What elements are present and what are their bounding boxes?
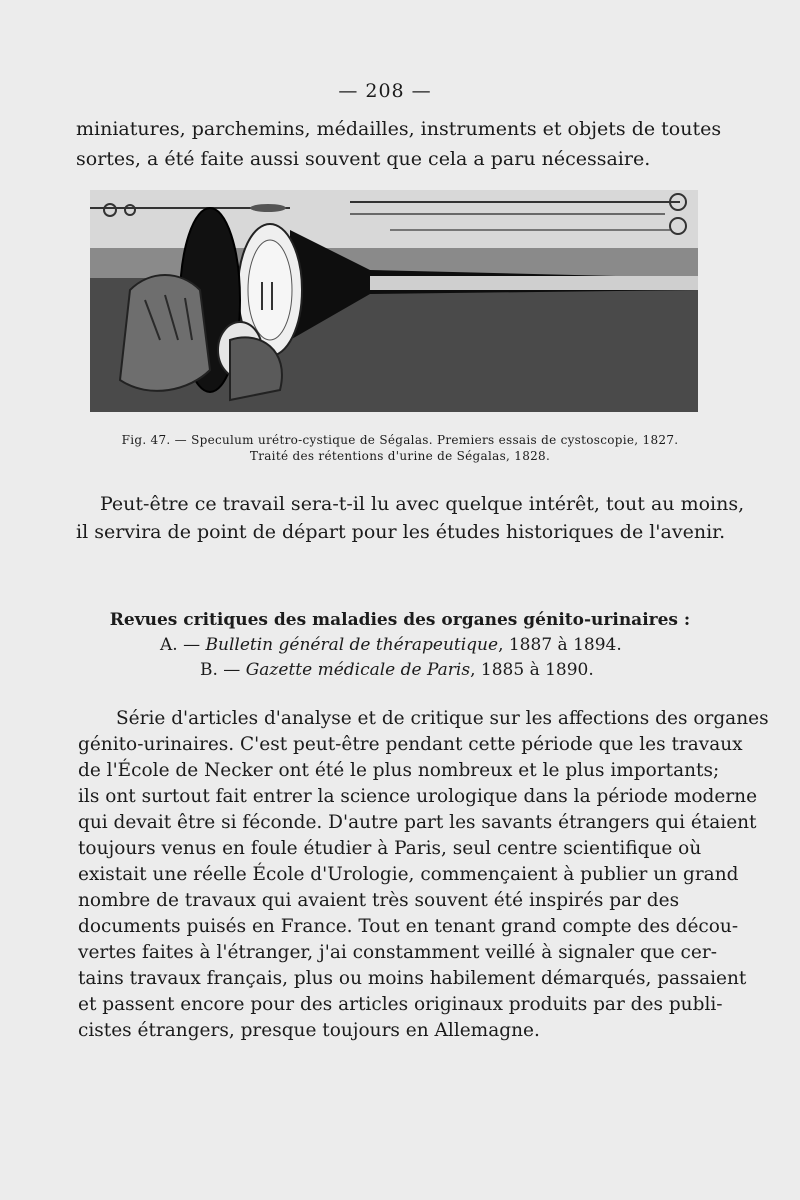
text-line: sortes, a été faite aussi souvent que cela a paru nécessaire. bbox=[76, 148, 651, 170]
text-line: toujours venus en foule étudier à Paris, seul centre scientifique où bbox=[78, 838, 702, 859]
text-line: existait une réelle École d'Urologie, commençaient à publier un grand bbox=[78, 864, 739, 885]
caption-line: Traité des rétentions d'urine de Ségalas, 1828. bbox=[249, 449, 551, 463]
item-b-prefix: B. — bbox=[200, 660, 246, 680]
item-b-journal: Gazette médicale de Paris bbox=[245, 660, 471, 680]
text-line: miniatures, parchemins, médailles, instruments et objets de toutes bbox=[76, 118, 722, 140]
speculum-engraving bbox=[90, 190, 698, 412]
figure-illustration bbox=[90, 190, 698, 412]
paragraph-conclusion bbox=[76, 490, 745, 546]
item-a-years: , 1887 à 1894. bbox=[498, 635, 622, 655]
text-line: Série d'articles d'analyse et de critique sur les affections des organes bbox=[116, 708, 769, 729]
text-line: nombre de travaux qui avaient très souvent été inspirés par des bbox=[78, 890, 680, 911]
text-line: de l'École de Necker ont été le plus nombreux et le plus importants; bbox=[78, 760, 720, 781]
item-b-years: , 1885 à 1890. bbox=[470, 660, 594, 680]
paragraph-intro bbox=[76, 114, 722, 174]
section-item-b bbox=[0, 658, 800, 683]
item-a-prefix: A. — bbox=[160, 635, 206, 655]
text-line: Peut-être ce travail sera-t-il lu avec quelque intérêt, tout au moins, bbox=[100, 493, 745, 515]
text-line: il servira de point de départ pour les études historiques de l'avenir. bbox=[76, 521, 726, 543]
text-line: tains travaux français, plus ou moins habilement démarqués, passaient bbox=[78, 968, 747, 989]
figure-caption bbox=[0, 432, 800, 464]
text-line: qui devait être si féconde. D'autre part les savants étrangers qui étaient bbox=[78, 812, 757, 833]
item-a-journal: Bulletin général de thérapeutique bbox=[205, 635, 499, 655]
section-title: Revues critiques des maladies des organes génito-urinaires : bbox=[109, 610, 691, 630]
text-line: ils ont surtout fait entrer la science urologique dans la période moderne bbox=[78, 786, 758, 807]
section-heading bbox=[0, 608, 800, 683]
text-line: vertes faites à l'étranger, j'ai constamment veillé à signaler que cer- bbox=[78, 942, 717, 963]
section-item-a bbox=[0, 633, 800, 658]
text-line: et passent encore pour des articles originaux produits par des publi- bbox=[78, 994, 723, 1015]
page-number: — 208 — bbox=[338, 80, 432, 102]
text-line: génito-urinaires. C'est peut-être pendant cette période que les travaux bbox=[78, 734, 743, 755]
text-line: documents puisés en France. Tout en tenant grand compte des décou- bbox=[78, 916, 739, 937]
text-line: cistes étrangers, presque toujours en Allemagne. bbox=[78, 1020, 540, 1041]
caption-line: Fig. 47. — Speculum urétro-cystique de Ségalas. Premiers essais de cystoscopie, 1827. bbox=[121, 433, 679, 447]
paragraph-review bbox=[78, 706, 769, 1044]
